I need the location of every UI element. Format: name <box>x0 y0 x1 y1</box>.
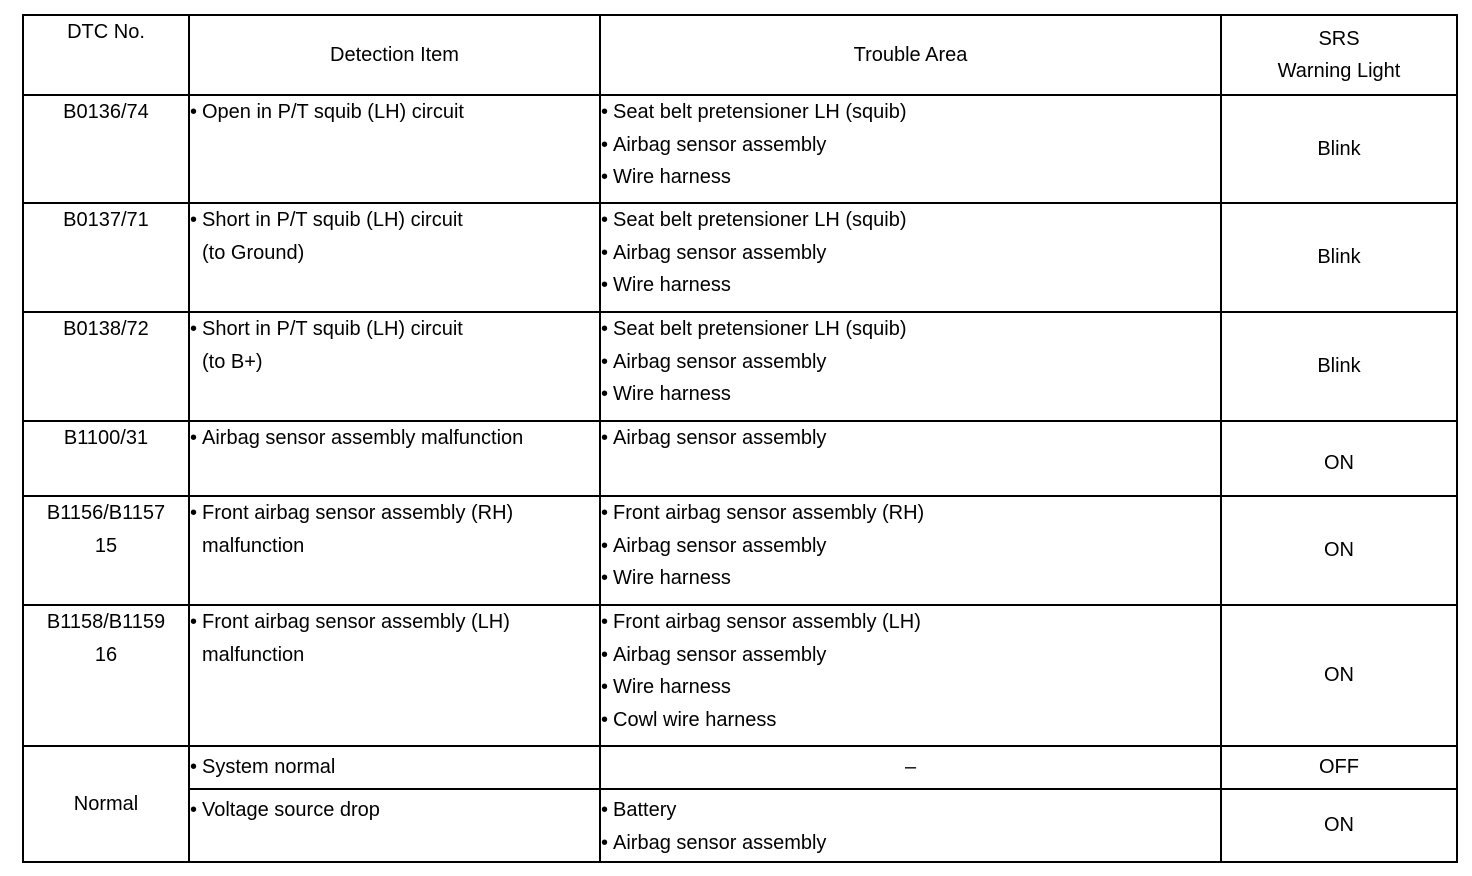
bullet-icon: • <box>190 427 198 449</box>
trouble-text: Airbag sensor assembly <box>613 133 827 156</box>
detection-text: Short in P/T squib (LH) circuit <box>202 318 463 340</box>
header-trouble-area: Trouble Area <box>600 15 1221 95</box>
detection-text: System normal <box>202 756 336 779</box>
srs-status: ON <box>1221 605 1457 746</box>
table-row <box>23 421 1457 496</box>
header-srs-line1: SRS <box>1318 27 1360 50</box>
bullet-icon: • <box>601 133 609 156</box>
trouble-text: Airbag sensor assembly <box>613 831 827 854</box>
detection-text: Airbag sensor assembly malfunction <box>202 427 524 449</box>
dtc-code-cell <box>23 312 189 421</box>
trouble-area-cell <box>600 789 1221 862</box>
dtc-code-cell <box>23 496 189 605</box>
bullet-icon: • <box>601 166 609 188</box>
bullet-icon: • <box>601 708 609 731</box>
table-row <box>23 746 1457 789</box>
dtc-code-cell <box>23 95 189 203</box>
bullet-icon: • <box>190 756 198 779</box>
dtc-code-cell <box>23 421 189 496</box>
detection-item-cell <box>189 605 600 746</box>
bullet-icon: • <box>190 209 198 231</box>
bullet-icon: • <box>601 427 609 449</box>
trouble-text: Seat belt pretensioner LH (squib) <box>613 101 907 123</box>
trouble-text: Airbag sensor assembly <box>613 241 827 264</box>
srs-status: ON <box>1221 496 1457 605</box>
detection-text-continued: malfunction <box>202 643 305 666</box>
trouble-text: Wire harness <box>613 274 731 296</box>
table-row <box>23 605 1457 746</box>
header-srs-warning-light <box>1221 15 1457 95</box>
detection-item-cell <box>189 203 600 312</box>
detection-text-continued: (to B+) <box>202 350 263 373</box>
table-row <box>23 203 1457 312</box>
trouble-text: Airbag sensor assembly <box>613 643 827 666</box>
dtc-code-suffix: 15 <box>94 534 118 557</box>
srs-status: Blink <box>1221 203 1457 312</box>
srs-status: OFF <box>1221 746 1457 789</box>
detection-text-continued: (to Ground) <box>202 241 305 264</box>
bullet-icon: • <box>601 502 609 524</box>
dtc-code-cell <box>23 605 189 746</box>
detection-text: Voltage source drop <box>202 799 380 821</box>
dtc-normal: Normal <box>23 746 189 862</box>
bullet-icon: • <box>601 241 609 264</box>
bullet-icon: • <box>601 799 609 821</box>
detection-text: Short in P/T squib (LH) circuit <box>202 209 463 231</box>
bullet-icon: • <box>190 799 198 821</box>
bullet-icon: • <box>601 383 609 405</box>
trouble-text: Airbag sensor assembly <box>613 534 827 557</box>
bullet-icon: • <box>190 611 198 633</box>
dtc-code: B1156/B1157 <box>46 502 166 524</box>
trouble-text: Wire harness <box>613 676 731 698</box>
header-srs-line2: Warning Light <box>1277 60 1401 82</box>
trouble-text: Wire harness <box>613 567 731 589</box>
bullet-icon: • <box>601 643 609 666</box>
header-detection-item: Detection Item <box>189 15 600 95</box>
trouble-text: Battery <box>613 799 677 821</box>
detection-item-cell <box>189 496 600 605</box>
trouble-area-cell <box>600 496 1221 605</box>
bullet-icon: • <box>601 534 609 557</box>
bullet-icon: • <box>601 101 609 123</box>
trouble-area-cell <box>600 95 1221 203</box>
table-row <box>23 95 1457 203</box>
trouble-text: Seat belt pretensioner LH (squib) <box>613 209 907 231</box>
table-row <box>23 312 1457 421</box>
trouble-area-cell <box>600 605 1221 746</box>
table-row <box>23 496 1457 605</box>
dtc-code-cell <box>23 203 189 312</box>
header-row <box>23 15 1457 95</box>
bullet-icon: • <box>601 209 609 231</box>
srs-status: Blink <box>1221 95 1457 203</box>
dtc-table <box>22 14 1458 863</box>
bullet-icon: • <box>601 676 609 698</box>
detection-item-cell <box>189 95 600 203</box>
detection-item-cell <box>189 746 600 789</box>
trouble-text: Airbag sensor assembly <box>613 427 827 449</box>
dtc-code-suffix: 16 <box>94 643 118 666</box>
trouble-area-dash: – <box>600 746 1221 789</box>
bullet-icon: • <box>601 318 609 340</box>
bullet-icon: • <box>190 101 198 123</box>
bullet-icon: • <box>601 274 609 296</box>
bullet-icon: • <box>190 318 198 340</box>
trouble-text: Cowl wire harness <box>613 708 777 731</box>
srs-status: ON <box>1221 789 1457 862</box>
detection-item-cell <box>189 421 600 496</box>
bullet-icon: • <box>601 350 609 373</box>
trouble-text: Airbag sensor assembly <box>613 350 827 373</box>
trouble-text: Wire harness <box>613 166 731 188</box>
trouble-text: Wire harness <box>613 383 731 405</box>
dtc-code: B1100/31 <box>63 427 149 449</box>
detection-text: Open in P/T squib (LH) circuit <box>202 101 464 123</box>
detection-text: Front airbag sensor assembly (RH) <box>202 502 514 524</box>
srs-status: ON <box>1221 421 1457 496</box>
dtc-code: B0136/74 <box>63 101 149 123</box>
trouble-text: Seat belt pretensioner LH (squib) <box>613 318 907 340</box>
bullet-icon: • <box>190 502 198 524</box>
bullet-icon: • <box>601 611 609 633</box>
detection-item-cell <box>189 312 600 421</box>
trouble-text: Front airbag sensor assembly (LH) <box>613 611 921 633</box>
detection-text: Front airbag sensor assembly (LH) <box>202 611 510 633</box>
trouble-area-cell <box>600 421 1221 496</box>
table-row <box>23 789 1457 862</box>
dtc-code: B0137/71 <box>63 209 149 231</box>
trouble-text: Front airbag sensor assembly (RH) <box>613 502 925 524</box>
dtc-code: B1158/B1159 <box>46 611 166 633</box>
trouble-area-cell <box>600 312 1221 421</box>
detection-item-cell <box>189 789 600 862</box>
srs-status: Blink <box>1221 312 1457 421</box>
dtc-code: B0138/72 <box>63 318 149 340</box>
trouble-area-cell <box>600 203 1221 312</box>
bullet-icon: • <box>601 567 609 589</box>
header-dtc-no: DTC No. <box>23 15 189 95</box>
detection-text-continued: malfunction <box>202 534 305 557</box>
bullet-icon: • <box>601 831 609 854</box>
